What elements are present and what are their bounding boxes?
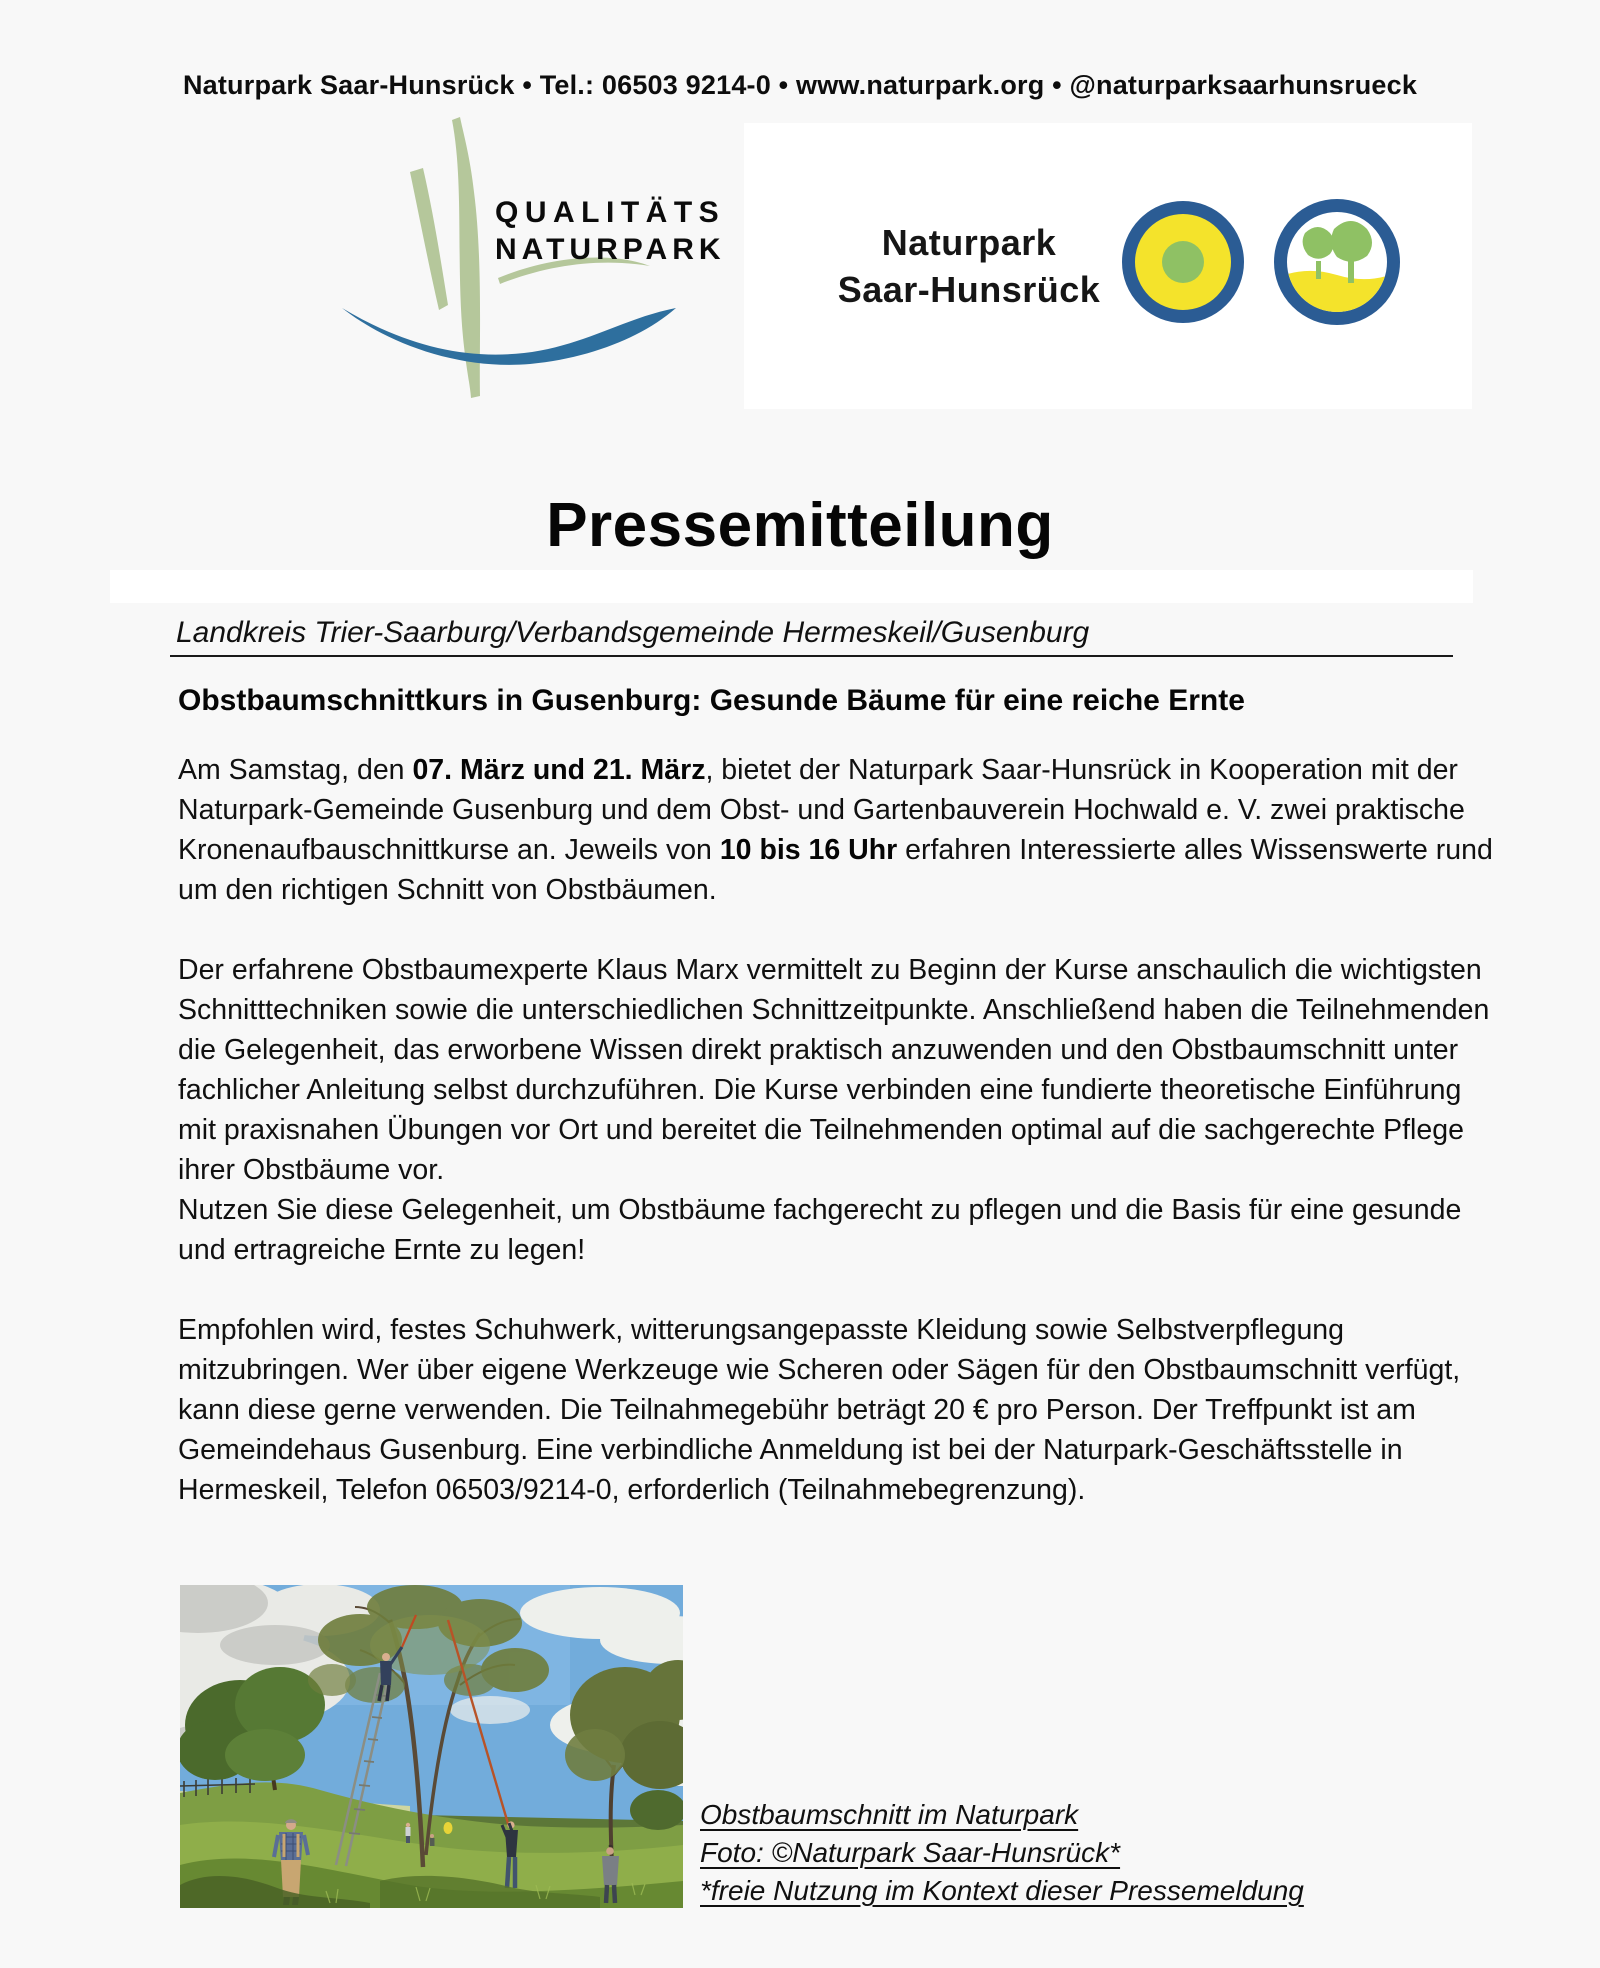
- caption-line: *freie Nutzung im Kontext dieser Pressemeldung: [700, 1875, 1304, 1906]
- body-paragraph: Am Samstag, den 07. März und 21. März, bietet der Naturpark Saar-Hunsrück in Kooperation mit der Naturpark-Gemeinde Gusenburg und dem Obst- und Gartenbauverein Hochwald e. V. zwei praktische Kronenaufbauschnittkurse an. Jeweils von 10 bis 16 Uhr erfahren Interessierte alles Wissenswerte rund um den richtigen Schnitt von Obstbäumen.: [178, 754, 1493, 906]
- grass-blade-icon: [410, 168, 448, 310]
- body-paragraph: Der erfahrene Obstbaumexperte Klaus Marx vermittelt zu Beginn der Kurse anschaulich die wichtigsten Schnitttechniken sowie die unterschiedlichen Schnittzeitpunkte. Anschließend haben die Teilnehmenden die Gelegenheit, das erworbene Wissen direkt praktisch anzuwenden und den Obstbaumschnitt unter fachlicher Anleitung selbst durchzuführen. Die Kurse verbinden eine fundierte theoretische Einführung mit praxisnahen Übungen vor Ort und bereitet die Teilnehmenden optimal auf die sachgerechte Pflege ihrer Obstbäume vor. Nutzen Sie diese Gelegenheit, um Obstbäume fachgerecht zu pflegen und die Basis für eine gesunde und ertragreiche Ernte zu legen!: [178, 954, 1490, 1266]
- caption-line: Foto: ©Naturpark Saar-Hunsrück*: [700, 1837, 1121, 1868]
- subtitle-rule: [170, 655, 1453, 657]
- yellow-bag: [444, 1822, 453, 1834]
- region-subtitle: Landkreis Trier-Saarburg/Verbandsgemeinde Hermeskeil/Gusenburg: [176, 616, 1090, 649]
- qualitaets-naturpark-logo-graphic: [340, 112, 740, 408]
- badge-green-dot: [1162, 241, 1204, 283]
- wave-swoosh-icon: [342, 308, 676, 365]
- naturpark-badge-trees-icon: [1274, 199, 1400, 325]
- quality-logo-line1: QUALITÄTS: [495, 196, 726, 229]
- naturpark-logo-name: [784, 219, 1154, 313]
- course-photo: [180, 1585, 683, 1908]
- caption-line: Obstbaumschnitt im Naturpark: [700, 1799, 1079, 1830]
- naturpark-logo-box: [744, 123, 1472, 409]
- contact-info-line: Naturpark Saar-Hunsrück • Tel.: 06503 9214-0 • www.naturpark.org • @naturparksaarhunsrueck: [182, 70, 1418, 100]
- quality-logo-line2: NATURPARK: [495, 233, 726, 266]
- naturpark-badge-dot-icon: [1122, 201, 1244, 323]
- photo-caption: [700, 1796, 1460, 1910]
- page-title: Pressemitteilung: [546, 491, 1054, 560]
- badge-trees-graphic: [1274, 199, 1400, 325]
- article-heading: Obstbaumschnittkurs in Gusenburg: Gesunde Bäume für eine reiche Ernte: [178, 684, 1245, 717]
- naturpark-logo-line1: Naturpark: [881, 222, 1057, 263]
- course-photo-graphic: [180, 1585, 683, 1908]
- naturpark-logo-line2: Saar-Hunsrück: [837, 269, 1101, 310]
- body-paragraph: Empfohlen wird, festes Schuhwerk, witterungsangepasste Kleidung sowie Selbstverpflegung mitzubringen. Wer über eigene Werkzeuge wie Scheren oder Sägen für den Obstbaumschnitt verfügt, kann diese gerne verwenden. Die Teilnahmegebühr beträgt 20 € pro Person. Der Treffpunkt ist am Gemeindehaus Gusenburg. Eine verbindliche Anmeldung ist bei der Naturpark-Geschäftsstelle in Hermeskeil, Telefon 06503/9214-0, erforderlich (Teilnahmebegrenzung).: [178, 1314, 1461, 1506]
- qualitaets-naturpark-logo: [340, 112, 740, 408]
- article-body: [178, 750, 1500, 1550]
- title-divider-band: [110, 570, 1473, 603]
